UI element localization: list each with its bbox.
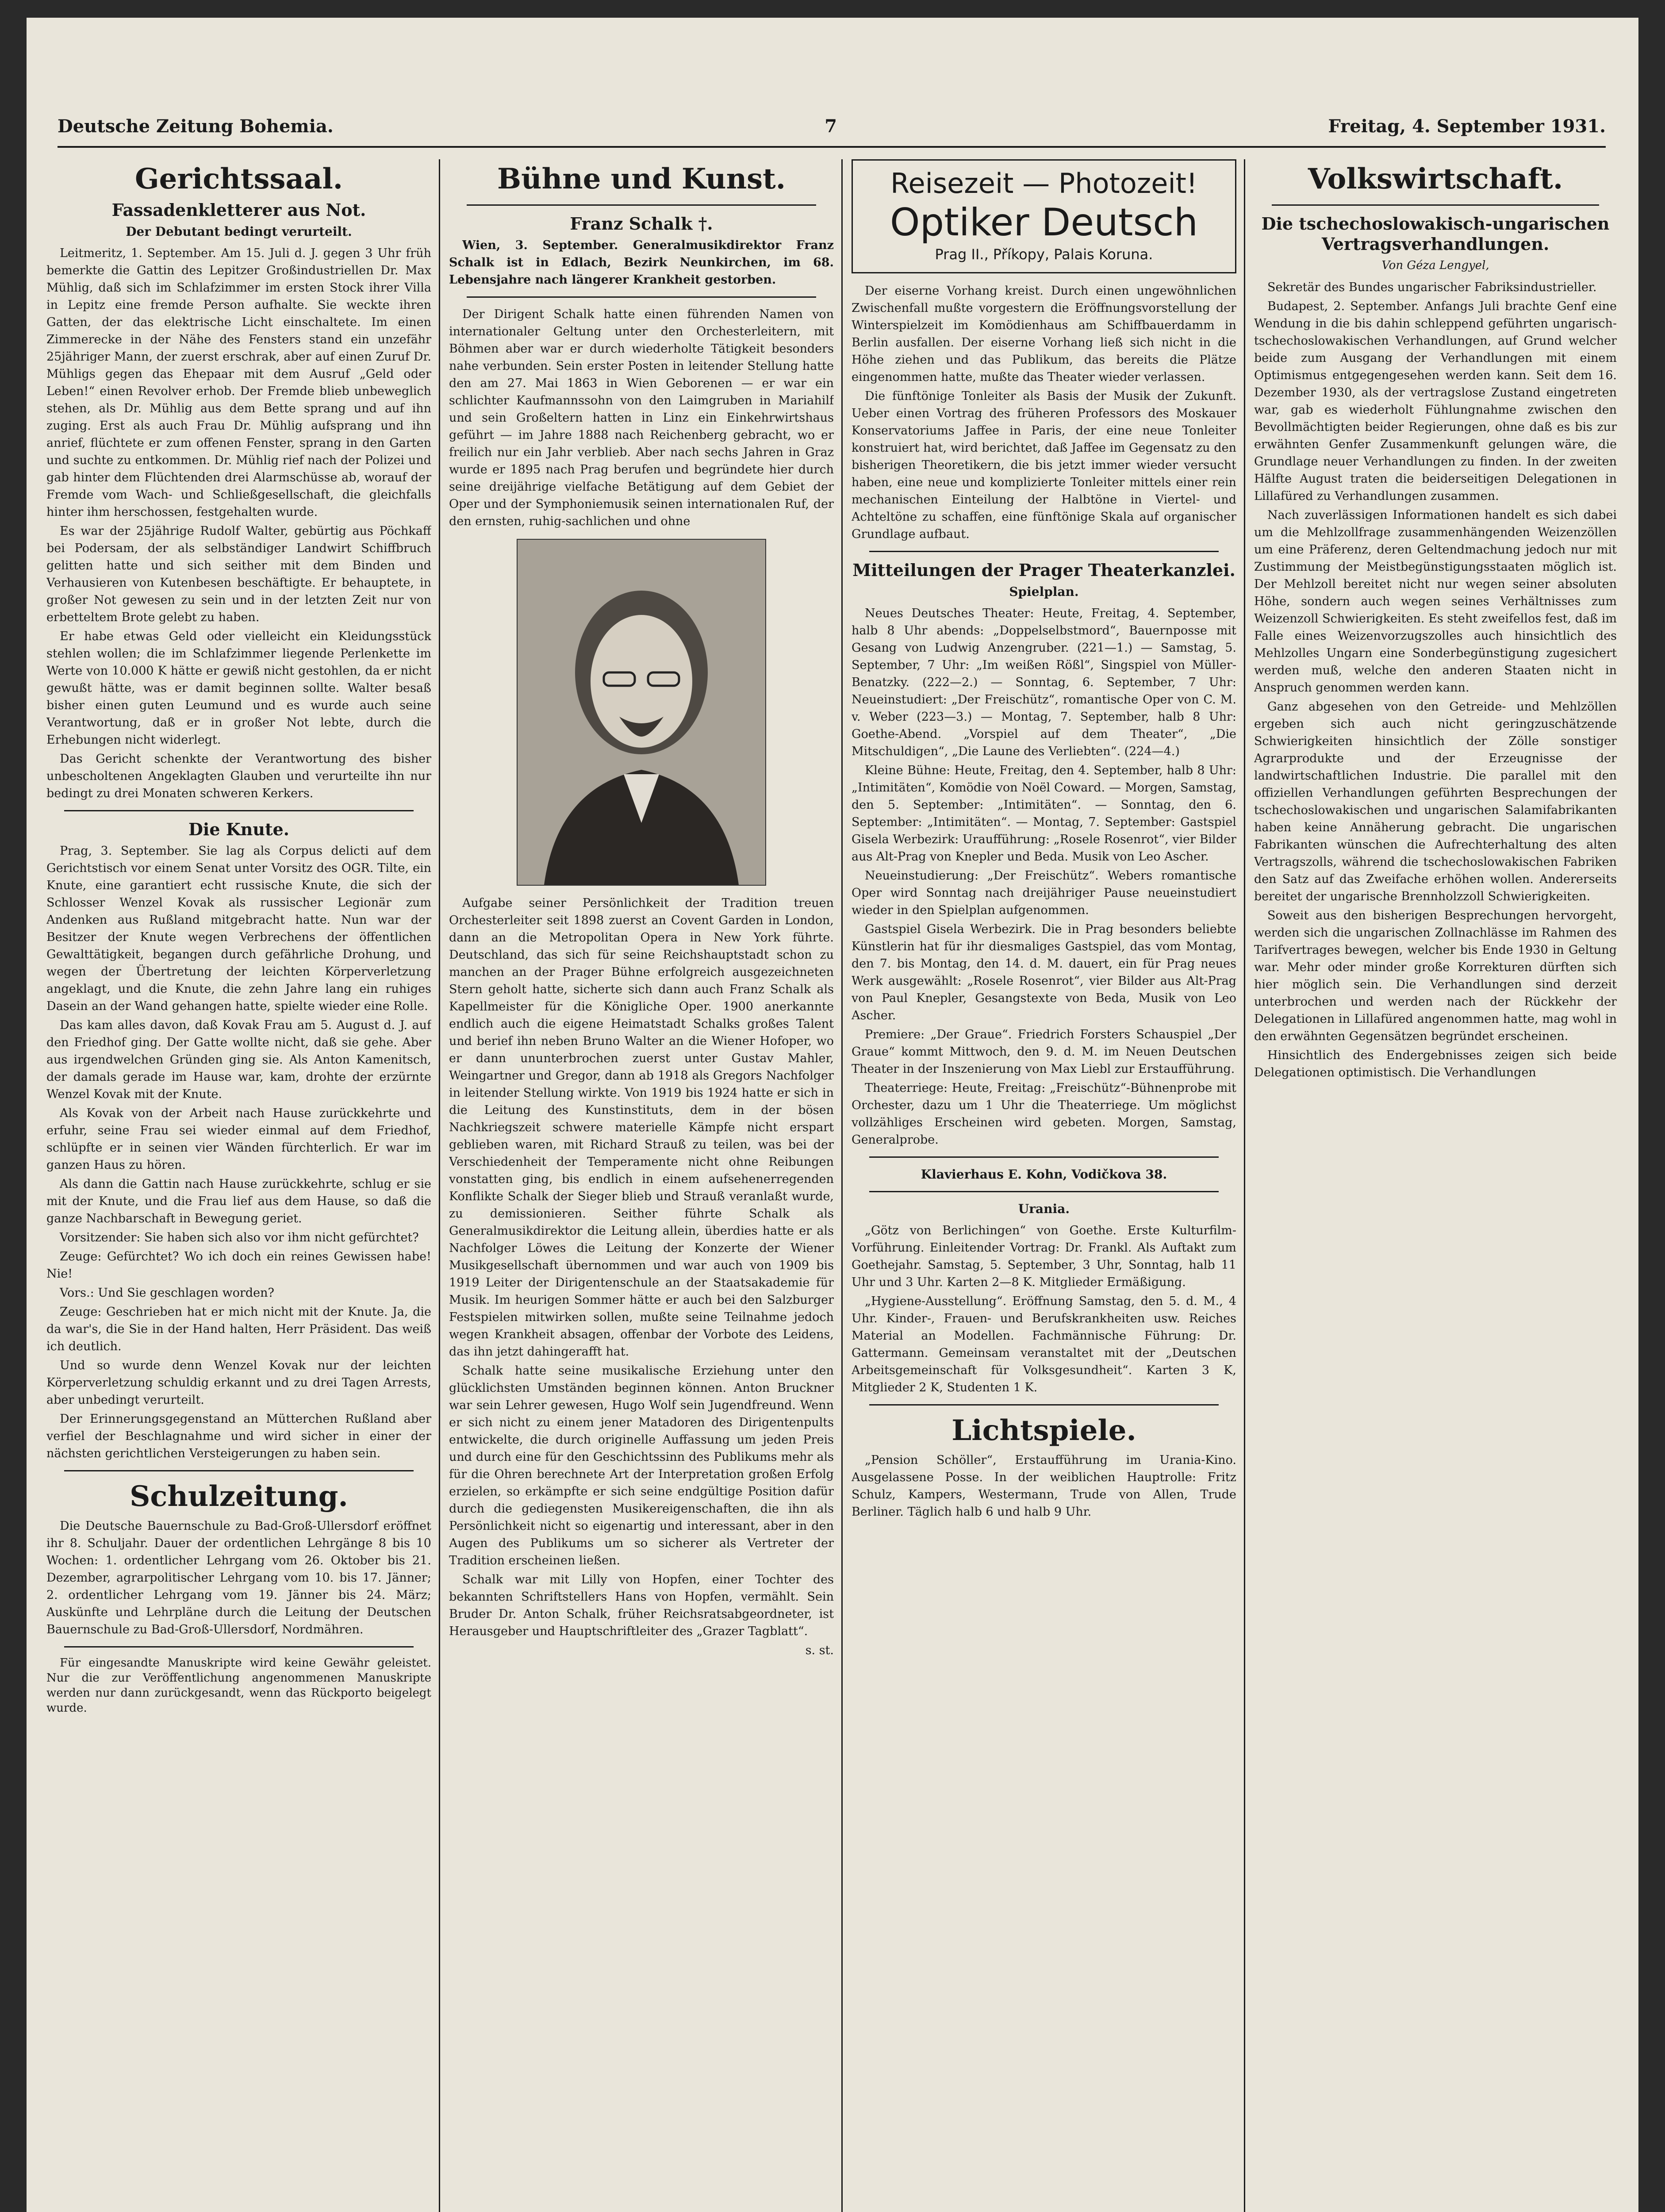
article-paragraph: Der Dirigent Schalk hatte einen führenden Namen von internationaler Geltung unter den Orchesterleitern, mit Böhmen aber war er durch wiederholte Tätigkeit besonders nahe verbunden. Sein erster Posten in leitender Stellung hatte den am 27. Mai 1863 in Wien Geborenen — er war ein schlichter Kaufmannssohn von den Laimgruben in Mariahilf und sein Großeltern hatten in Linz ein Einkehrwirtshaus geführt — im Jahre 1888 nach Reichenberg gebracht, wo er freilich nur ein Jahr verblieb. Aber nach sechs Jahren in Graz wurde er 1895 nach Prag berufen und begründete hier durch seine dreijährige vielfache Betätigung auf dem Gebiet der Oper und der Symphoniemusik seinen internationalen Ruf, der den ernsten, ruhig-sachlichen und ohne	[449, 307, 834, 528]
article-paragraph: Das Gericht schenkte der Verantwortung des bisher unbescholtenen Angeklagten Glauben und verurteilte ihn nur bedingt zu drei Monaten schweren Kerkers.	[46, 752, 431, 800]
article-byline: Von Géza Lengyel,	[1381, 259, 1489, 272]
article-title: Urania.	[1018, 1202, 1070, 1216]
divider	[869, 1156, 1219, 1158]
section-title: Bühne und Kunst.	[497, 162, 786, 196]
article-paragraph: Die fünftönige Tonleiter als Basis der Musik der Zukunft. Ueber einen Vortrag des früheren Professors des Moskauer Konservatoriums Jaffee in Paris, der eine neue Tonleiter konstruiert hat, wird berichtet, daß Jaffee im Gegensatz zu den bisherigen Theoretikern, die bis jetzt immer wieder versucht haben, eine neue und komplizierte Tonleiter mittels einer rein mechanischen Einteilung der Halbtöne in Viertel- und Achteltöne zu schaffen, eine fünftönige Skala auf organischer Grundlage aufbaut.	[852, 389, 1236, 541]
divider	[64, 1470, 414, 1471]
article-paragraph: Hinsichtlich des Endergebnisses zeigen sich beide Delegationen optimistisch. Die Verhandlungen	[1254, 1048, 1617, 1079]
article-paragraph: „Götz von Berlichingen“ von Goethe. Erste Kulturfilm-Vorführung. Einleitender Vortrag: Dr. Frankl. Als Auftakt zum Goethejahr. Samstag, 5. September, 3 Uhr, Sonntag, halb 11 Uhr und 3 Uhr. Karten 2—8 K. Mitglieder Ermäßigung.	[852, 1224, 1236, 1289]
article-title: Fassadenkletterer aus Not.	[111, 200, 366, 220]
article-paragraph: Das kam alles davon, daß Kovak Frau am 5. August d. J. auf den Friedhof ging. Der Gatte wollte nicht, daß sie gehe. Aber aus irgendwelchen Gründen ging sie. Als Anton Kamenitsch, der damals gerade im Hause war, kam, drohte der erzürnte Wenzel Kovak mit der Knute.	[46, 1018, 431, 1101]
article-paragraph: Ganz abgesehen von den Getreide- und Mehlzöllen ergeben sich auch nicht geringzuschätzende Schwierigkeiten hinsichtlich der Zölle sonstiger Agrarprodukte und der Erzeugnisse der landwirtschaftlichen Industrie. Die parallel mit den offiziellen Verhandlungen geführten Besprechungen der tschechoslowakischen und ungarischen Salamifabrikanten haben keine Annäherung gebracht. Die ungarischen Fabrikanten wünschen die Aufrechterhaltung des alten Vertragszolls, während die tschechoslowakischen Fabriken den Satz auf das Zweifache erhöhen wollen. Andererseits bereitet der ungarische Brennholzzoll Schwierigkeiten.	[1254, 700, 1617, 903]
divider	[869, 1191, 1219, 1192]
article-paragraph: Der Erinnerungsgegenstand an Mütterchen Rußland aber verfiel der Beschlagnahme und wird sicher in einer der nächsten gerichtlichen Versteigerungen zu haben sein.	[46, 1412, 431, 1460]
paper-name: Deutsche Zeitung Bohemia.	[58, 115, 334, 137]
column-rule	[439, 159, 440, 2212]
article-title: Die Knute.	[188, 819, 290, 839]
divider	[467, 296, 816, 298]
article-paragraph: Zeuge: Geschrieben hat er mich nicht mit der Knute. Ja, die da war's, die Sie in der Hand halten, Herr Präsident. Das weiß ich deutlich.	[46, 1305, 431, 1353]
article-lead: Wien, 3. September. Generalmusikdirektor Franz Schalk ist in Edlach, Bezirk Neunkirchen, im 68. Lebensjahre nach längerer Krankheit gestorben.	[449, 238, 834, 287]
article-paragraph: Neueinstudierung: „Der Freischütz“. Webers romantische Oper wird Sonntag nach dreijähriger Pause neueinstudiert wieder in den Spielplan aufgenommen.	[852, 869, 1236, 917]
divider	[467, 204, 816, 206]
ad-headline: Reisezeit — Photozeit!	[890, 167, 1197, 200]
article-subtitle: Der Debutant bedingt verurteilt.	[126, 224, 352, 239]
column-gerichtssaal	[46, 159, 431, 2212]
section-title: Lichtspiele.	[951, 1414, 1136, 1447]
article-paragraph: „Hygiene-Ausstellung“. Eröffnung Samstag, den 5. d. M., 4 Uhr. Kinder-, Frauen- und Berufskrankheiten usw. Reiches Material an Modellen. Fachmännische Führung: Dr. Gattermann. Gemeinsam veranstaltet mit der „Deutschen Arbeitsgemeinschaft für Volksgesundheit“. Karten 3 K, Mitglieder 2 K, Studenten 1 K.	[852, 1294, 1236, 1394]
divider	[869, 1404, 1219, 1406]
divider	[64, 1646, 414, 1647]
article-paragraph: Und so wurde denn Wenzel Kovak nur der leichten Körperverletzung schuldig erkannt und zu drei Tagen Arrests, aber unbedingt verurteilt.	[46, 1359, 431, 1407]
article-paragraph: „Pension Schöller“, Erstaufführung im Urania-Kino. Ausgelassene Posse. In der weiblichen Hauptrolle: Fritz Schulz, Kampers, Westermann, Trude von Allen, Trude Berliner. Täglich halb 6 und halb 9 Uhr.	[852, 1453, 1236, 1519]
article-paragraph: Nach zuverlässigen Informationen handelt es sich dabei um die Mehlzollfrage zusammenhängenden Weizenzöllen um eine Präferenz, deren Geltendmachung jedoch nur mit Zustimmung der Meistbegünstigungsstaaten möglich ist. Der Mehlzoll bereitet nicht nur wegen seiner absoluten Höhe, sondern auch wegen seines Verhältnisses zum Weizenzoll Schwierigkeiten. Es steht zweifellos fest, daß im Falle eines Weizenvorzugszolles auch hinsichtlich des Mehlzolles Ungarn eine Sonderbegünstigung zugesichert werden muß, welche den anderen Staaten nicht in Anspruch genommen werden kann.	[1254, 508, 1617, 695]
portrait-photo	[517, 539, 766, 886]
article-title: Die tschechoslowakisch-ungarischen Vertragsverhandlungen.	[1261, 214, 1610, 254]
piano-house-ad: Klavierhaus E. Kohn, Vodičkova 38.	[921, 1167, 1167, 1182]
portrait-image	[518, 540, 765, 885]
article-paragraph: Zeuge: Gefürchtet? Wo ich doch ein reines Gewissen habe! Nie!	[46, 1250, 431, 1281]
article-paragraph: Premiere: „Der Graue“. Friedrich Forsters Schauspiel „Der Graue“ kommt Mittwoch, den 9. d. M. im Neuen Deutschen Theater in der Inszenierung von Max Liebl zur Erstaufführung.	[852, 1028, 1236, 1076]
page-number: 7	[825, 115, 837, 137]
column-buehne-und-kunst	[449, 159, 834, 2212]
article-paragraph: Aufgabe seiner Persönlichkeit der Tradition treuen Orchesterleiter seit 1898 zuerst an Covent Garden in London, dann an die Metropolitan Opera in New York führte. Deutschland, das sich für seine Reichshauptstadt schon zu manchen an der Prager Bühne erfolgreich ausgezeichneten Stern geholt hatte, sicherte sich dann auch Franz Schalk als Kapellmeister für die Königliche Oper. 1900 anerkannte endlich auch die eigene Heimatstadt Schalks großes Talent und berief ihn neben Bruno Walter an die Wiener Hofoper, wo er dann ununterbrochen zuerst unter Gustav Mahler, Weingartner und Gregor, dann ab 1918 als Gregors Nachfolger in leitender Stellung wirkte. Von 1919 bis 1924 hatte er sich in die Leitung des Kunstinstituts, dem in der bösen Nachkriegszeit schwere materielle Kämpfe nicht erspart geblieben waren, mit Richard Strauß zu teilen, was bei der Verschiedenheit der Temperamente nicht ohne Reibungen vonstatten ging, bis endlich in einem aufsehenerregenden Konflikte Schalk der Sieger blieb und Strauß veranlaßt wurde, zu demissionieren. Seither führte Schalk als Generalmusikdirektor die Leitung allein, überdies hatte er als Nachfolger Löwes die Leitung der Konzerte der Wiener Musikgesellschaft übernommen und war auch von 1909 bis 1919 Leiter der Dirigentenschule an der Staatsakademie für Musik. Im heurigen Sommer hätte er auch bei den Salzburger Festspielen mitwirken sollen, mußte seine Teilnahme jedoch wegen Krankheit absagen, offenbar der Vorbote des Leidens, das ihn jetzt dahingerafft hat.	[449, 896, 834, 1359]
article-paragraph: Kleine Bühne: Heute, Freitag, den 4. September, halb 8 Uhr: „Intimitäten“, Komödie von Noël Coward. — Morgen, Samstag, den 5. September: „Intimitäten“. — Sonntag, den 6. September: „Intimitäten“. — Montag, 7. September: Gastspiel Gisela Werbezirk: Uraufführung: „Rosele Rosenrot“, vier Bilder aus Alt-Prag von Knepler und Beda. Musik von Leo Ascher.	[852, 764, 1236, 864]
newspaper-page	[27, 18, 1638, 2212]
article-paragraph: Vorsitzender: Sie haben sich also vor ihm nicht gefürchtet?	[60, 1231, 419, 1244]
article-signature: s. st.	[805, 1644, 834, 1657]
page-header	[58, 111, 1606, 148]
divider	[1272, 204, 1599, 206]
article-paragraph: Als dann die Gattin nach Hause zurückkehrte, schlug er sie mit der Knute, und die Frau lief aus dem Hause, so daß die ganze Nachbarschaft in Bewegung geriet.	[46, 1177, 431, 1225]
ad-address: Prag II., Příkopy, Palais Koruna.	[935, 246, 1153, 263]
ad-brand: Optiker Deutsch	[890, 200, 1198, 245]
article-paragraph: Schalk war mit Lilly von Hopfen, einer Tochter des bekannten Schriftstellers Hans von Hopfen, vermählt. Sein Bruder Dr. Anton Schalk, früher Reichsratsabgeordneter, ist Herausgeber und Hauptschriftleiter des „Grazer Tagblatt“.	[449, 1573, 834, 1638]
article-paragraph: Er habe etwas Geld oder vielleicht ein Kleidungsstück stehlen wollen; die im Schlafzimmer liegende Perlenkette im Werte von 10.000 K hätte er gewiß nicht gestohlen, da er nicht gewußt hätte, was er damit beginnen sollte. Walter besaß bisher einen guten Leumund und es wurde auch seine Verantwortung, daß er in großer Not lebte, durch die Erhebungen nicht widerlegt.	[46, 630, 431, 747]
editorial-note: Für eingesandte Manuskripte wird keine Gewähr geleistet. Nur die zur Veröffentlichung angenommenen Manuskripte werden nur dann zurückgesandt, wenn das Rückporto beigelegt wurde.	[46, 1656, 431, 1715]
divider	[869, 551, 1219, 552]
article-paragraph: Der eiserne Vorhang kreist. Durch einen ungewöhnlichen Zwischenfall mußte vorgestern die Eröffnungsvorstellung der Winterspielzeit im Komödienhaus am Schiffbauerdamm in Berlin ausfallen. Der eiserne Vorhang ließ sich nicht in die Höhe ziehen und das Publikum, das bereits die Plätze eingenommen hatte, mußte das Theater wieder verlassen.	[852, 284, 1236, 384]
section-title: Volkswirtschaft.	[1308, 162, 1563, 196]
article-paragraph: Als Kovak von der Arbeit nach Hause zurückkehrte und erfuhr, seine Frau sei wieder einmal auf dem Friedhof, schlüpfte er in seinen vier Wänden fürchterlich. Er war im ganzen Haus zu hören.	[46, 1106, 431, 1172]
article-paragraph: Neues Deutsches Theater: Heute, Freitag, 4. September, halb 8 Uhr abends: „Doppelselbstmord“, Bauernposse mit Gesang von Ludwig Anzengruber. (221—1.) — Samstag, 5. September, 7 Uhr: „Im weißen Rößl“, Singspiel von Müller-Benatzky. (222—2.) — Sonntag, 6. September, 7 Uhr: Neueinstudiert: „Der Freischütz“, romantische Oper von C. M. v. Weber (223—3.) — Montag, 7. September, halb 8 Uhr: Goethe-Abend. „Vorspiel auf dem Theater“, „Die Mitschuldigen“, „Die Laune des Verliebten“. (224—4.)	[852, 607, 1236, 758]
article-paragraph: Die Deutsche Bauernschule zu Bad-Groß-Ullersdorf eröffnet ihr 8. Schuljahr. Dauer der ordentlichen Lehrgänge 8 bis 10 Wochen: 1. ordentlicher Lehrgang vom 26. Oktober bis 21. Dezember, agrarpolitischer Lehrgang vom 10. bis 17. Jänner; 2. ordentlicher Lehrgang vom 19. Jänner bis 24. März; Auskünfte und Lehrpläne durch die Leitung der Deutschen Bauernschule zu Bad-Groß-Ullersdorf, Nordmähren.	[46, 1519, 431, 1636]
article-title: Mitteilungen der Prager Theaterkanzlei.	[852, 560, 1235, 580]
article-paragraph: Es war der 25jährige Rudolf Walter, gebürtig aus Pöchkaff bei Podersam, der als selbständiger Landwirt Schiffbruch gelitten hatte und sich seither mit dem Binden und Verhausieren von Kutenbesen beschäftigte. Er behauptete, in großer Not gewesen zu sein und in der letzten Zeit nur von erbetteltem Brote gelebt zu haben.	[46, 524, 431, 624]
divider	[64, 810, 414, 811]
article-paragraph: Schalk hatte seine musikalische Erziehung unter den glücklichsten Umständen beginnen können. Anton Bruckner war sein Lehrer gewesen, Hugo Wolf sein Jugendfreund. Wenn er sich nicht zu einem jener Matadoren des Dirigentenpults entwickelte, die durch originelle Auffassung um jeden Preis und durch eine für den Geschichtssinn des Publikums mehr als für die Ohren berechnete Art der Interpretation großen Erfolg erzielen, so erkämpfte er sich seine endgültige Position dafür durch die gediegensten Musikereigenschaften, die ihn als Persönlichkeit nicht so eigenartig und interessant, aber in den Augen des Publikums um so sicherer als Vertreter der Tradition erscheinen ließen.	[449, 1364, 834, 1567]
optician-advertisement	[852, 159, 1236, 273]
article-paragraph: Vors.: Und Sie geschlagen worden?	[60, 1286, 274, 1300]
article-paragraph: Theaterriege: Heute, Freitag: „Freischütz“-Bühnenprobe mit Orchester, dazu um 1 Uhr die Theaterriege. Um möglichst vollzähliges Erscheinen wird gebeten. Morgen, Samstag, Generalprobe.	[852, 1081, 1236, 1147]
section-title: Schulzeitung.	[130, 1480, 348, 1513]
section-title: Gerichtssaal.	[134, 162, 343, 196]
article-subtitle: Spielplan.	[1009, 584, 1079, 599]
column-rule	[841, 159, 843, 2212]
article-paragraph: Prag, 3. September. Sie lag als Corpus delicti auf dem Gerichtstisch vor einem Senat unter Vorsitz des OGR. Tilte, ein Knute, eine garantiert echt russische Knute, die sich der Schlosser Wenzel Kovak als russischer Legionär zum Andenken aus Rußland mitgebracht hatte. Nun war der Besitzer der Knute wegen Verbrechens der öffentlichen Gewalttätigkeit, begangen durch gefährliche Drohung, und wegen der Übertretung der leichten Körperverletzung angeklagt, und die Knute, die zehn Jahre lang ein ruhiges Dasein an der Wand gehangen hatte, spielte wieder eine Rolle.	[46, 844, 431, 1013]
article-title: Franz Schalk †.	[570, 214, 713, 234]
article-paragraph: Soweit aus den bisherigen Besprechungen hervorgeht, werden sich die ungarischen Zollnachlässe im Rahmen des Tarifvertrages bewegen, welcher bis Ende 1930 in Geltung war. Mehr oder minder große Korrekturen dürften sich hier möglich sein. Die Verhandlungen sind derzeit unterbrochen und werden nach der Rückkehr der Delegationen in Lillafüred angenommen hatte, mag wohl in den erwähnten Gegensätzen begründet erscheinen.	[1254, 909, 1617, 1043]
author-role: Sekretär des Bundes ungarischer Fabriksindustrieller.	[1267, 280, 1597, 294]
column-rule	[1244, 159, 1245, 2212]
column-volkswirtschaft	[1254, 159, 1617, 2212]
article-paragraph: Leitmeritz, 1. September. Am 15. Juli d. J. gegen 3 Uhr früh bemerkte die Gattin des Lepitzer Großindustriellen Dr. Max Mühlig, daß sich im Schlafzimmer im ersten Stock ihrer Villa in Lepitz eine fremde Person aufhalte. Sie weckte ihren Gatten, der das elektrische Licht einschaltete. Im einen Zimmerecke in der Nähe des Fensters stand ein unzefähr 25jähriger Mann, der zuerst erschrak, aber auf einen Zuruf Dr. Mühligs gegen das Ehepaar mit dem Ausruf „Geld oder Leben!“ einen Revolver erhob. Der Fremde blieb unbeweglich stehen, als Dr. Mühlig aus dem Bette sprang und auf ihn zuging. Erst als auch Frau Dr. Mühlig aufsprang und ihn anrief, flüchtete er zum offenen Fenster, sprang in den Garten und suchte zu entkommen. Dr. Mühlig rief nach der Polizei und gab hinter dem Flüchtenden drei Alarmschüsse ab, worauf der Fremde vom Wach- und Schließgesellschaft, die gleichfalls hinter ihm herschossen, festgehalten wurde.	[46, 246, 431, 519]
article-paragraph: Gastspiel Gisela Werbezirk. Die in Prag besonders beliebte Künstlerin hat für ihr diesmaliges Gastspiel, das vom Montag, den 7. bis Montag, den 14. d. M. dauert, ein für Prag neues Werk ausgewählt: „Rosele Rosenrot“, vier Bilder aus Alt-Prag von Paul Knepler, Gesangstexte von Beda, Musik von Leo Ascher.	[852, 922, 1236, 1022]
article-paragraph: Budapest, 2. September. Anfangs Juli brachte Genf eine Wendung in die bis dahin schleppend geführten ungarisch-tschechoslowakischen Verhandlungen, auf Grund welcher beide zum Ausgang der Verhandlungen mit einem Optimismus entgegengesehen werden kann. Seit dem 16. Dezember 1930, als der vertragslose Zustand eingetreten war, gab es wiederholt Fühlungnahme zwischen den Bevollmächtigten beider Regierungen, ohne daß es bis zur erwähnten Genfer Zusammenkunft gelungen wäre, die Grundlage neuer Verhandlungen zu finden. In der zweiten Hälfte August traten die beiderseitigen Delegationen in Lillafüred zu Verhandlungen zusammen.	[1254, 300, 1617, 503]
page-date: Freitag, 4. September 1931.	[1328, 115, 1606, 137]
column-theater-notices	[852, 159, 1236, 2212]
